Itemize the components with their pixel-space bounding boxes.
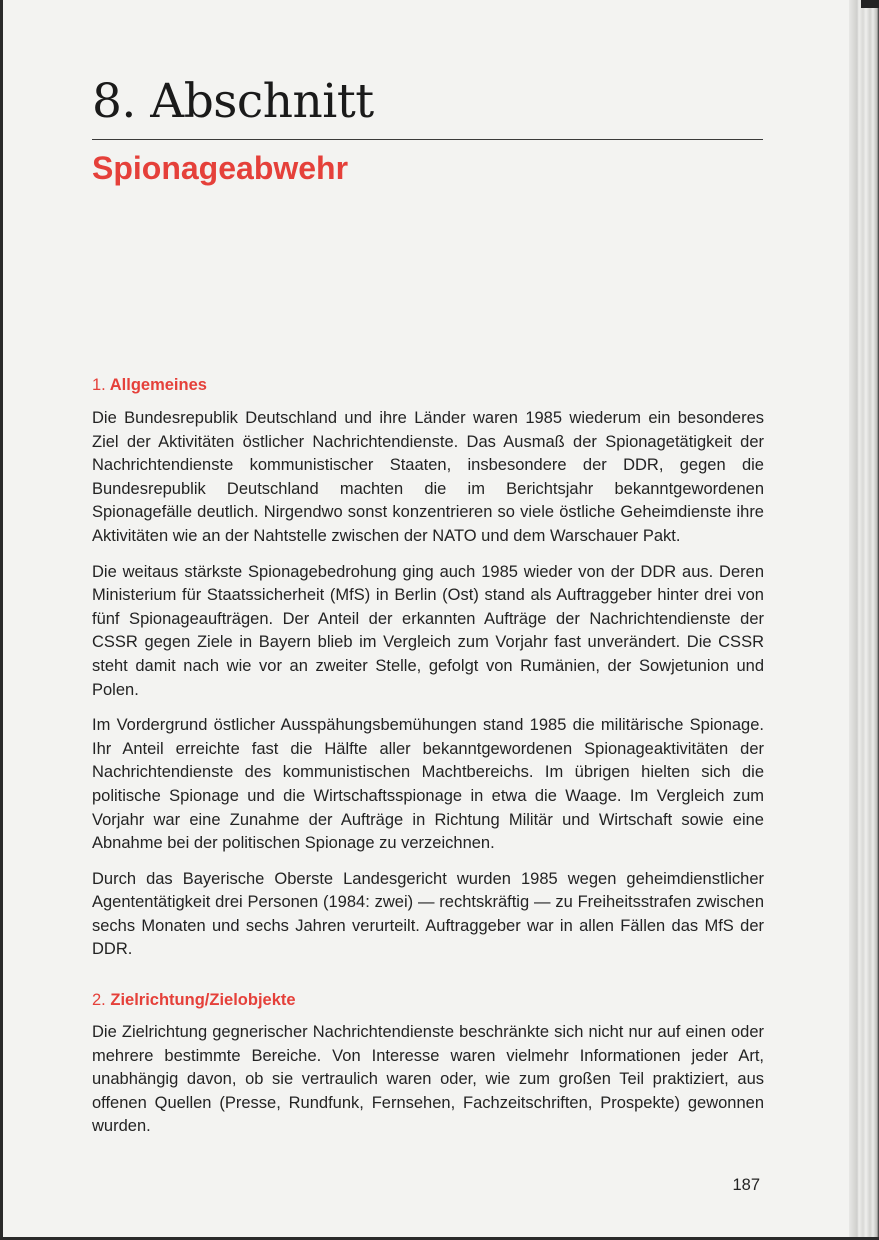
section-title: Zielrichtung/Zielobjekte <box>110 991 296 1010</box>
paragraph: Durch das Bayerische Oberste Landesgericht wurden 1985 wegen geheimdienstlicher Agententätigkeit drei Personen (1984: zwei) — rechtskräftig — zu Freiheitsstrafen zwischen sechs Monaten und sechs Jahren verurteilt. Auftraggeber war in allen Fällen das MfS der DDR. <box>92 869 764 959</box>
section-heading-allgemeines <box>92 372 764 398</box>
scan-corner <box>861 0 879 8</box>
paragraph: Die weitaus stärkste Spionagebedrohung ging auch 1985 wieder von der DDR aus. Deren Ministerium für Staatssicherheit (MfS) in Berlin (Ost) stand als Auftraggeber hinter drei von fünf Spionageaufträgen. Der Anteil der erkannten Aufträge der Nachrichtendienste der CSSR gegen Ziele in Bayern blieb im Vergleich zum Vorjahr fast unverändert. Die CSSR steht damit nach wie vor an zweiter Stelle, gefolgt von Rumänien, der Sowjetunion und Polen. <box>92 562 764 699</box>
section-heading-zielrichtung <box>92 987 764 1013</box>
paragraph: Im Vordergrund östlicher Ausspähungsbemühungen stand 1985 die militärische Spionage. Ihr Anteil erreichte fast die Hälfte aller bekanntgewordenen Spionageaktivitäten der Nachrichtendienste des kommunistischen Machtbereichs. Im übrigen hielten sich die politische Spionage und die Wirtschaftsspionage in etwa die Waage. Im Vergleich zum Vorjahr war eine Zunahme der Aufträge in Richtung Militär und Wirtschaft sowie eine Abnahme bei der politischen Spionage zu verzeichnen. <box>92 716 764 853</box>
chapter-subtitle: Spionageabwehr <box>92 150 349 186</box>
page-number: 187 <box>732 1176 760 1194</box>
section-number: 1. <box>92 376 106 394</box>
section-number: 2. <box>92 991 106 1010</box>
chapter-title: 8. Abschnitt <box>92 74 374 129</box>
page-stack-edge <box>849 0 879 1240</box>
page-body <box>92 372 764 1139</box>
section-title: Allgemeines <box>109 376 207 394</box>
paragraph: Die Zielrichtung gegnerischer Nachrichtendienste beschränkte sich nicht nur auf einen oder mehrere bestimmte Bereiche. Von Interesse waren vielmehr Informationen jeder Art, unabhängig davon, ob sie vertraulich waren oder, wie zum großen Teil praktiziert, aus offenen Quellen (Presse, Rundfunk, Fernsehen, Fachzeitschriften, Prospekte) gewonnen wurden. <box>92 1023 764 1136</box>
scan-edge-left <box>0 0 3 1240</box>
chapter-divider <box>92 139 763 140</box>
paragraph: Die Bundesrepublik Deutschland und ihre Länder waren 1985 wiederum ein besonderes Ziel der Aktivitäten östlicher Nachrichtendienste. Das Ausmaß der Spionagetätigkeit der Nachrichtendienste kommunistischer Staaten, insbesondere der DDR, gegen die Bundesrepublik Deutschland machten die im Berichtsjahr bekanntgewordenen Spionagefälle deutlich. Nirgendwo sonst konzentrieren so viele östliche Geheimdienste ihre Aktivitäten wie an der Nahtstelle zwischen der NATO und dem Warschauer Pakt. <box>92 409 764 545</box>
